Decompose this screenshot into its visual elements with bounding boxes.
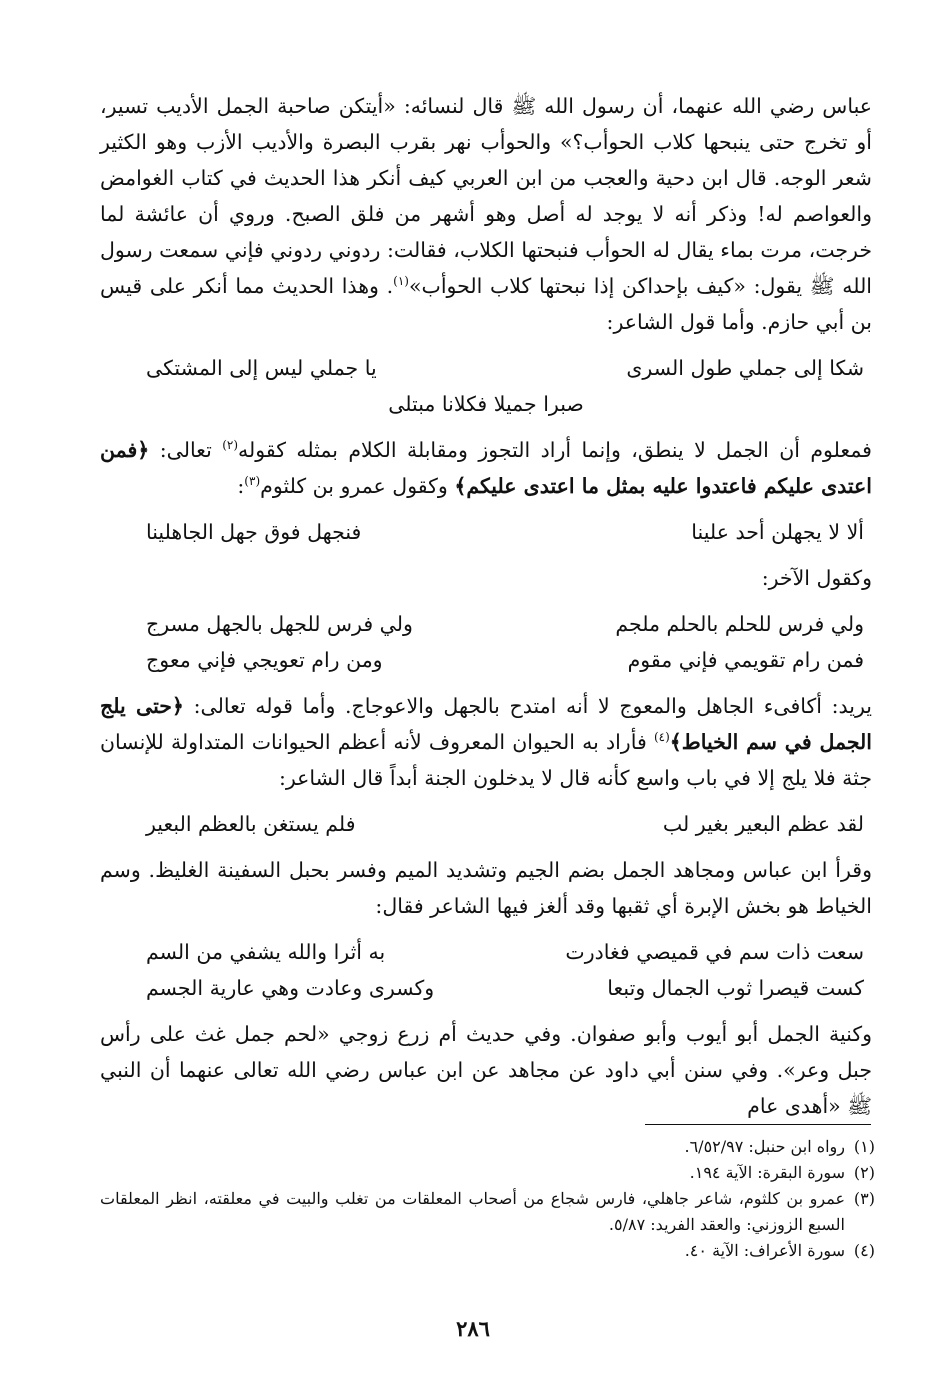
verse-hemistich-second: يا جملي ليس إلى المشتكى bbox=[146, 356, 377, 380]
verse-couplet bbox=[100, 934, 872, 970]
paragraph-text-end: . وهذا الحديث مما أنكر على قيس بن أبي حازم. وأما قول الشاعر: bbox=[100, 274, 872, 334]
verse-hemistich-first: سعت ذات سم في قميصي فغادرت bbox=[565, 940, 864, 964]
verse-couplet bbox=[100, 806, 872, 842]
verse-hemistich-first: فمن رام تقويمي فإني مقوم bbox=[627, 648, 864, 672]
verse-hemistich-first: لقد عظم البعير بغير لب bbox=[662, 812, 864, 836]
footnote-item bbox=[100, 1160, 875, 1186]
paragraph-text: وكقول عمرو بن كلثوم bbox=[260, 474, 455, 498]
footnotes bbox=[100, 1134, 875, 1264]
verse-hemistich-second: ومن رام تعويجي فإني معوج bbox=[146, 648, 383, 672]
footnote-number: (٤) bbox=[853, 1241, 875, 1260]
paragraph-hawab-hadith bbox=[100, 88, 872, 340]
paragraph-camel-speech bbox=[100, 432, 872, 504]
paragraph-needle-eye bbox=[100, 688, 872, 796]
verse-hemistich-first: شكا إلى جملي طول السرى bbox=[626, 356, 864, 380]
footnote-number: (١) bbox=[853, 1137, 875, 1156]
paragraph-text: يريد: أكافىء الجاهل والمعوج لا أنه امتدح بالجهل والاعوجاج. وأما قوله تعالى: bbox=[183, 694, 873, 718]
verse-couplet bbox=[100, 970, 872, 1006]
paragraph-text: تعالى: bbox=[149, 438, 223, 462]
footnote-ref-2: (٢) bbox=[222, 438, 239, 453]
verse-hemistich-first: ألا لا يجهلن أحد علينا bbox=[691, 520, 864, 544]
verse-hemistich-second: فلم يستغن بالعظم البعير bbox=[146, 812, 356, 836]
footnote-item bbox=[100, 1238, 875, 1264]
verse-hemistich-first: كست قيصرا ثوب الجمال وتبعا bbox=[607, 976, 864, 1000]
footnote-ref-1: (١) bbox=[393, 274, 409, 289]
verse-line: صبرا جميلا فكلانا مبتلى bbox=[388, 392, 584, 416]
verse-hemistich-second: فنجهل فوق جهل الجاهلينا bbox=[146, 520, 362, 544]
footnote-text: عمرو بن كلثوم، شاعر جاهلي، فارس شجاع من أصحاب المعلقات من تغلب والبيت في معلقته، انظر المعلقات السبع الزوزني: والعقد الفريد: ٥/٨٧. bbox=[100, 1189, 845, 1234]
footnote-item bbox=[100, 1186, 875, 1238]
paragraph-text: عباس رضي الله عنهما، أن رسول الله ﷺ قال لنسائه: «أيتكن صاحبة الجمل الأديب تسير، أو تخرج حتى ينبحها كلاب الحوأب؟» والحوأب نهر بقرب البصرة والأديب الأزب وهو الكثير شعر الوجه. قال ابن دحية والعجب من ابن العربي كيف أنكر هذا الحديث في كتاب الغوامض والعواصم له! وذكر أنه لا يوجد له أصل وهو أشهر من فلق الصبح. وروي أن عائشة لما خرجت، مرت بماء يقال له الحوأب فنبحتها الكلاب، فقالت: ردوني ردوني فإني سمعت رسول الله ﷺ يقول: «كيف بإحداكن إذا نبحتها كلاب الحوأب» bbox=[100, 94, 873, 298]
verse-couplet bbox=[100, 606, 872, 642]
verse-hemistich-second: ولي فرس للجهل بالجهل مسرج bbox=[146, 612, 413, 636]
page-body bbox=[100, 88, 872, 1124]
footnote-text: سورة البقرة: الآية ١٩٤. bbox=[689, 1163, 845, 1182]
footnote-separator bbox=[645, 1124, 871, 1125]
verse-couplet bbox=[100, 350, 872, 386]
verse-couplet bbox=[100, 642, 872, 678]
footnote-ref-4: (٤) bbox=[653, 730, 670, 745]
paragraph-text: : bbox=[237, 474, 245, 498]
verse-hemistich-second: وكسرى وعادت وهي عارية الجسم bbox=[146, 976, 435, 1000]
paragraph-ibn-abbas-reading: وقرأ ابن عباس ومجاهد الجمل بضم الجيم وتشديد الميم وفسر بحبل السفينة الغليظ. وسم الخياط هو بخش الإبرة أي ثقبها وقد ألغز فيها الشاعر فقال: bbox=[100, 858, 872, 918]
quran-quote: ﴿حتى يلج الجمل في سم الخياط﴾ bbox=[100, 694, 872, 754]
paragraph-text: فمعلوم أن الجمل لا ينطق، وإنما أراد التجوز ومقابلة الكلام بمثله كقوله bbox=[238, 438, 872, 462]
footnote-ref-3: (٣) bbox=[244, 474, 261, 489]
footnote-text: سورة الأعراف: الآية ٤٠. bbox=[684, 1241, 845, 1260]
footnote-number: (٣) bbox=[853, 1189, 875, 1208]
footnote-text: رواه ابن حنبل: ٦/٥٢/٩٧. bbox=[684, 1137, 845, 1156]
verse-couplet bbox=[100, 514, 872, 550]
page-number: ٢٨٦ bbox=[456, 1316, 490, 1341]
footnote-item bbox=[100, 1134, 875, 1160]
paragraph-text: فأراد به الحيوان المعروف لأنه أعظم الحيوانات المتداولة للإنسان جثة فلا يلج إلا في باب واسع كأنه قال لا يدخلون الجنة أبداً قال الشاعر: bbox=[100, 730, 872, 790]
footnote-number: (٢) bbox=[853, 1163, 875, 1182]
verse-hemistich-first: ولي فرس للحلم بالحلم ملجم bbox=[615, 612, 864, 636]
quran-quote: ﴿فمن اعتدى عليكم فاعتدوا عليه بمثل ما اعتدى عليكم﴾ bbox=[100, 438, 872, 498]
paragraph-camel-kunya: وكنية الجمل أبو أيوب وأبو صفوان. وفي حديث أم زرع زوجي «لحم جمل غث على رأس جبل وعر». وفي سنن أبي داود عن مجاهد عن ابن عباس رضي الله تعالى عنهما أن النبي ﷺ «أهدى عام bbox=[100, 1022, 872, 1118]
paragraph-another-poet: وكقول الآخر: bbox=[761, 566, 872, 590]
verse-hemistich-second: به أثرا والله يشفي من السم bbox=[146, 940, 386, 964]
